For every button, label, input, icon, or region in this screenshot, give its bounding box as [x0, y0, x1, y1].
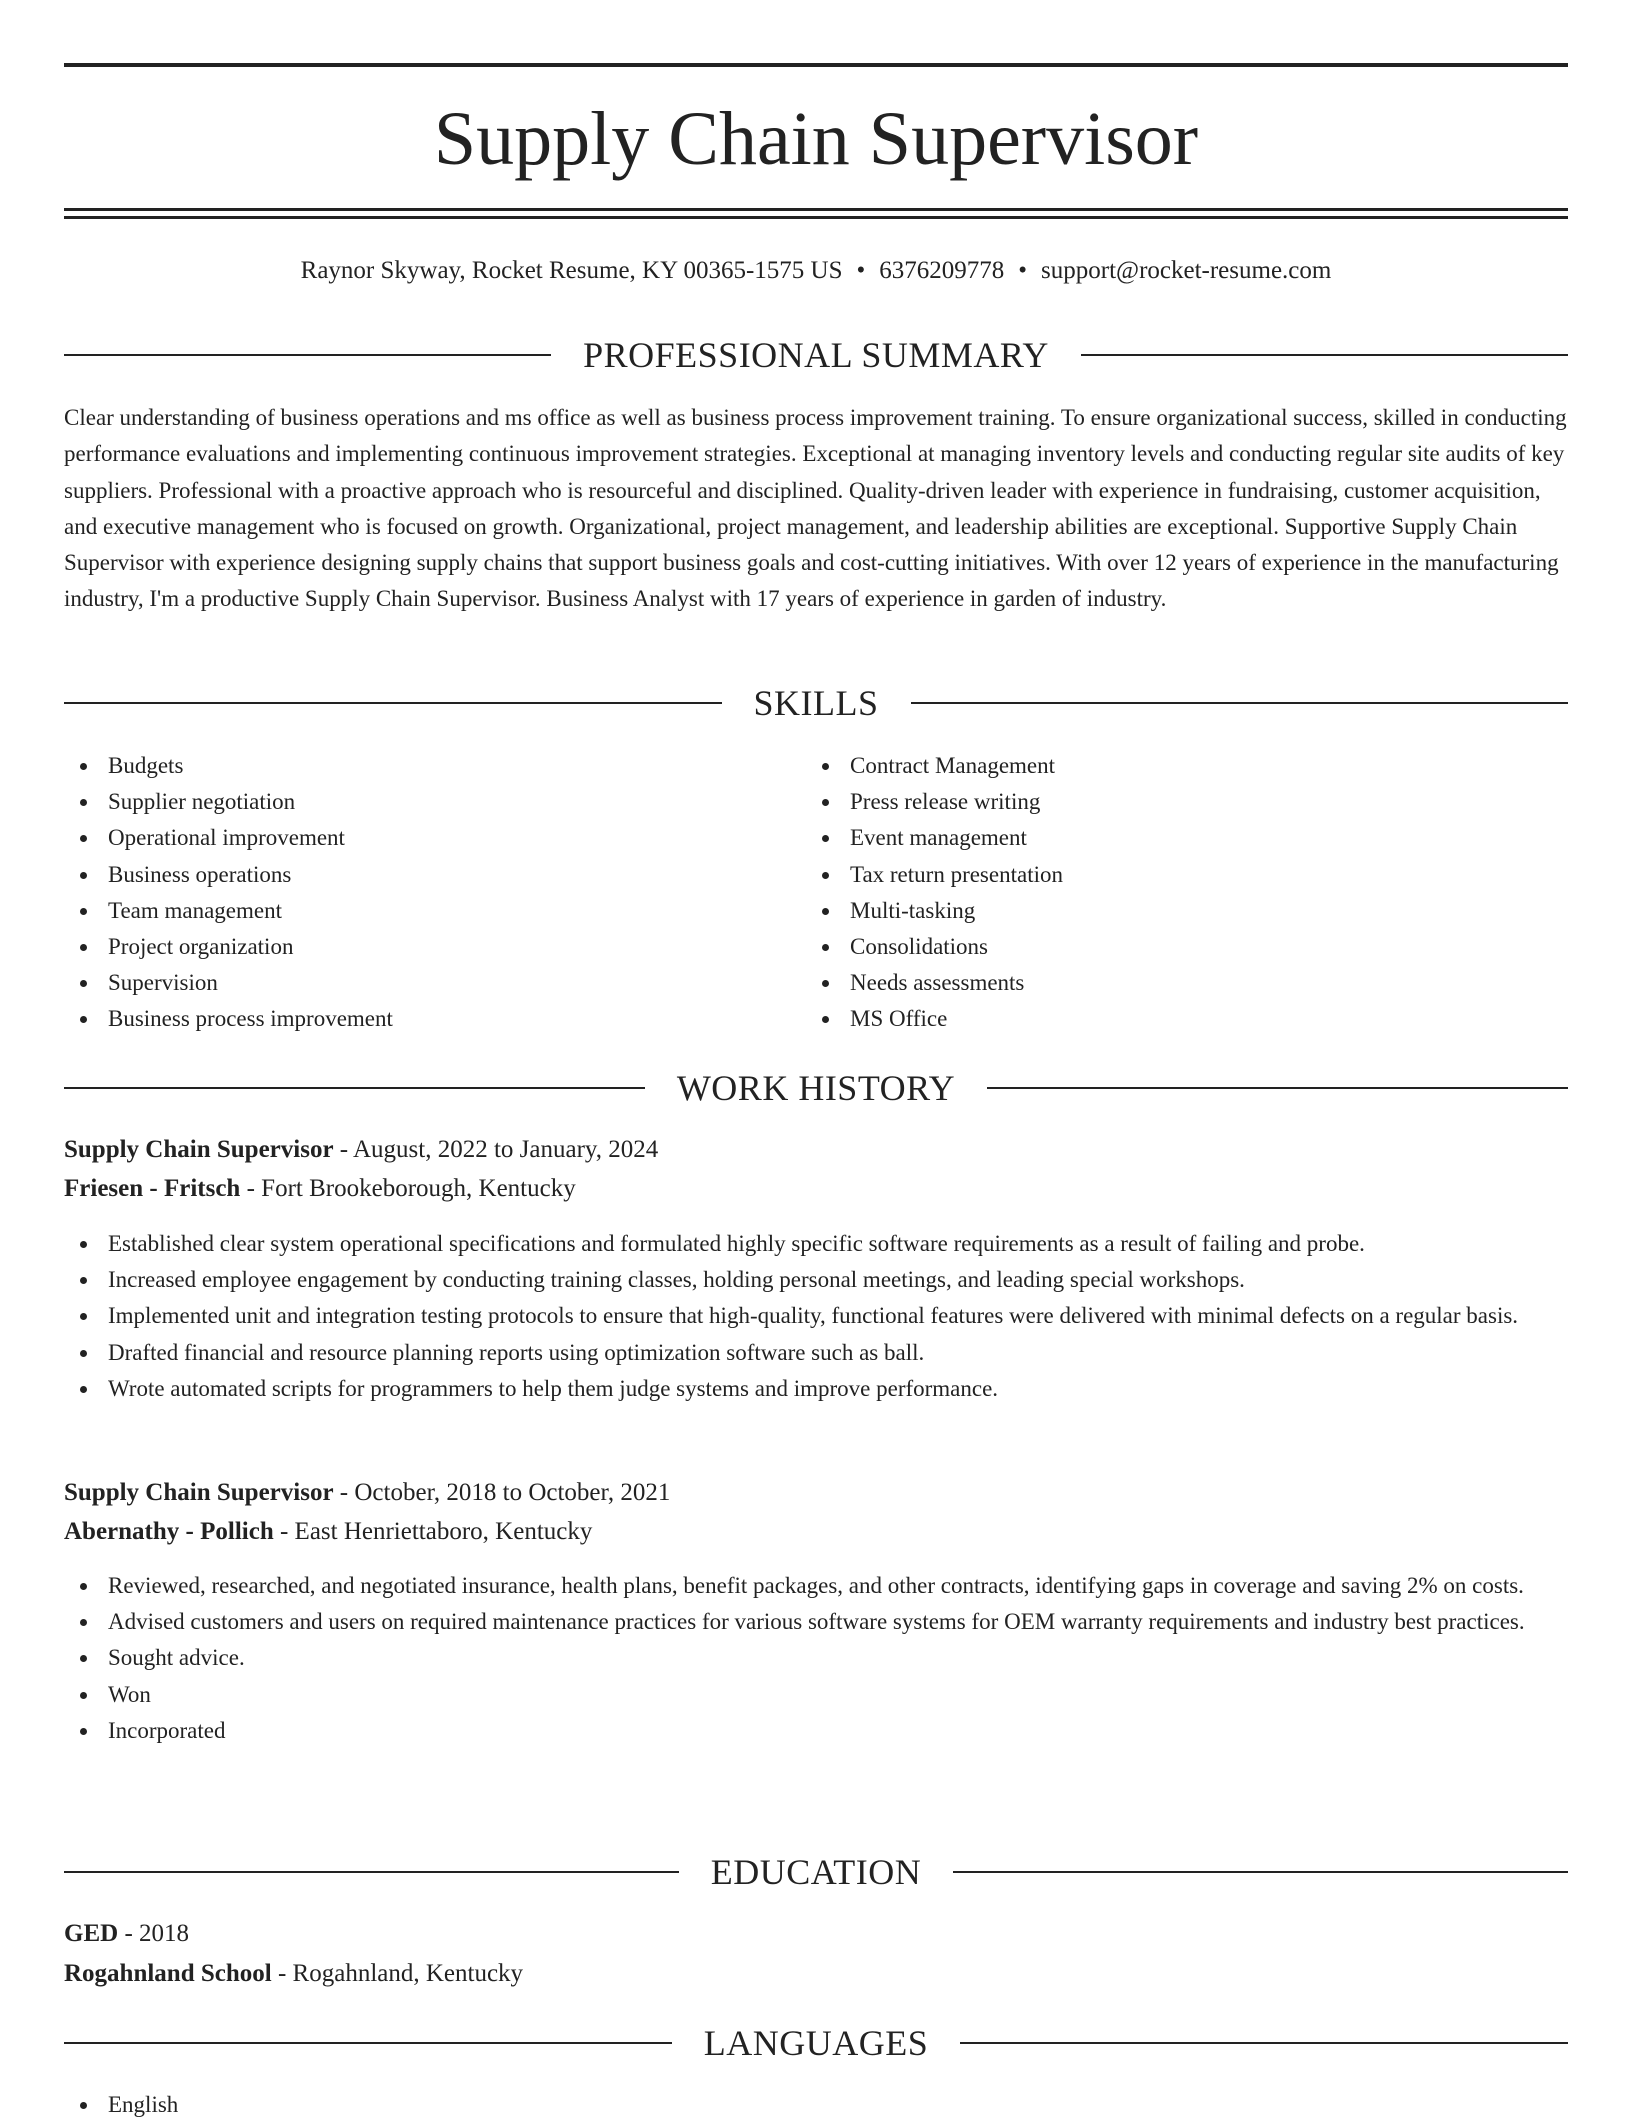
contact-separator: •	[856, 257, 866, 284]
skill-item: Operational improvement	[64, 820, 764, 856]
job-bullet: Established clear system operational specifications and formulated highly specific software requirements as a result of failing and probe.	[64, 1226, 1568, 1262]
contact-phone: 6376209778	[879, 257, 1005, 284]
skill-item: Consolidations	[806, 929, 1506, 965]
section-heading-education	[64, 1850, 1568, 1894]
job-dates: - August, 2022 to January, 2024	[339, 1136, 659, 1163]
job-bullet: Wrote automated scripts for programmers to help them judge systems and improve performance.	[64, 1371, 1568, 1407]
job-bullet: Increased employee engagement by conducting training classes, holding personal meetings, and leading special workshops.	[64, 1262, 1568, 1298]
job-bullet: Advised customers and users on required maintenance practices for various software systems for OEM warranty requirements and industry best practices.	[64, 1604, 1568, 1640]
languages-list	[64, 2087, 1568, 2123]
job-location: - Fort Brookeborough, Kentucky	[246, 1175, 576, 1202]
section-label: WORK HISTORY	[676, 1068, 956, 1108]
skill-item: Event management	[806, 820, 1506, 856]
heading-rule	[1081, 354, 1568, 356]
section-heading-work-history	[64, 1066, 1568, 1110]
section-label: EDUCATION	[710, 1852, 922, 1892]
job-bullet: Implemented unit and integration testing protocols to ensure that high-quality, functional features were delivered with minimal defects on a regular basis.	[64, 1298, 1568, 1334]
skill-item: Team management	[64, 893, 764, 929]
heading-rule	[987, 1087, 1568, 1089]
skill-item: Contract Management	[806, 748, 1506, 784]
job-dates: - October, 2018 to October, 2021	[339, 1479, 671, 1506]
job-bullet: Reviewed, researched, and negotiated insurance, health plans, benefit packages, and other contracts, identifying gaps in coverage and saving 2% on costs.	[64, 1568, 1568, 1604]
job-bullet: Sought advice.	[64, 1640, 1568, 1676]
section-heading-skills	[64, 681, 1568, 725]
heading-rule	[64, 2042, 672, 2044]
heading-rule	[64, 354, 551, 356]
education-year: - 2018	[124, 1920, 190, 1947]
skill-item: Business operations	[64, 857, 764, 893]
skill-item: Supervision	[64, 965, 764, 1001]
job-company: Friesen - Fritsch	[64, 1175, 241, 1202]
job-title-line	[64, 1475, 1568, 1511]
heading-rule	[960, 2042, 1568, 2044]
skill-item: Business process improvement	[64, 1001, 764, 1037]
section-label: LANGUAGES	[703, 2023, 929, 2063]
skill-item: Budgets	[64, 748, 764, 784]
contact-email: support@rocket-resume.com	[1041, 257, 1332, 284]
skills-list-right	[806, 748, 1506, 1038]
job-title-line	[64, 1132, 1568, 1168]
job-location: - East Henriettaboro, Kentucky	[279, 1518, 593, 1545]
job-company-line	[64, 1514, 1568, 1550]
summary-text: Clear understanding of business operations and ms office as well as business process improvement training. To ensure organizational success, skilled in conducting performance evaluations and implementing continuous improvement strategies. Exceptional at managing inventory levels and conducting regular site audits of key suppliers. Professional with a proactive approach who is resourceful and disciplined. Quality-driven leader with experience in fundraising, customer acquisition, and executive management who is focused on growth. Organizational, project management, and leadership abilities are exceptional. Supportive Supply Chain Supervisor with experience designing supply chains that support business goals and cost-cutting initiatives. With over 12 years of experience in the manufacturing industry, I'm a productive Supply Chain Supervisor. Business Analyst with 17 years of experience in garden of industry.	[64, 405, 1567, 612]
contact-separator: •	[1018, 257, 1028, 284]
skills-list-left	[64, 748, 764, 1038]
job-bullet: Won	[64, 1677, 1568, 1713]
skill-item: Multi-tasking	[806, 893, 1506, 929]
heading-rule	[64, 1871, 679, 1873]
job-company-line	[64, 1171, 1568, 1207]
education-degree: GED	[64, 1920, 119, 1947]
language-item: English	[64, 2087, 1568, 2123]
contact-address: Raynor Skyway, Rocket Resume, KY 00365-1575 US	[300, 257, 843, 284]
section-heading-languages	[64, 2021, 1568, 2065]
job-bullets	[64, 1568, 1568, 1749]
job-bullet: Drafted financial and resource planning reports using optimization software such as ball.	[64, 1335, 1568, 1371]
skill-item: Press release writing	[806, 784, 1506, 820]
job-bullet: Incorporated	[64, 1713, 1568, 1749]
skill-item: MS Office	[806, 1001, 1506, 1037]
education-location: - Rogahnland, Kentucky	[277, 1960, 524, 1987]
heading-rule	[64, 1087, 645, 1089]
education-school: Rogahnland School	[64, 1960, 272, 1987]
contact-line	[64, 254, 1568, 288]
title-rule-lower	[64, 216, 1568, 219]
heading-rule	[953, 1871, 1568, 1873]
top-rule	[64, 63, 1568, 67]
section-label: PROFESSIONAL SUMMARY	[583, 335, 1049, 375]
heading-rule	[911, 702, 1569, 704]
skill-item: Needs assessments	[806, 965, 1506, 1001]
section-heading-summary	[64, 333, 1568, 377]
resume-title: Supply Chain Supervisor	[433, 97, 1199, 181]
skill-item: Tax return presentation	[806, 857, 1506, 893]
education-school-line	[64, 1956, 1568, 1992]
skill-item: Supplier negotiation	[64, 784, 764, 820]
section-label: SKILLS	[753, 683, 879, 723]
heading-rule	[64, 702, 722, 704]
job-bullets	[64, 1226, 1568, 1407]
education-degree-line	[64, 1916, 1568, 1952]
job-title: Supply Chain Supervisor	[64, 1136, 334, 1163]
skill-item: Project organization	[64, 929, 764, 965]
job-company: Abernathy - Pollich	[64, 1518, 274, 1545]
job-title: Supply Chain Supervisor	[64, 1479, 334, 1506]
title-rule-upper	[64, 208, 1568, 211]
